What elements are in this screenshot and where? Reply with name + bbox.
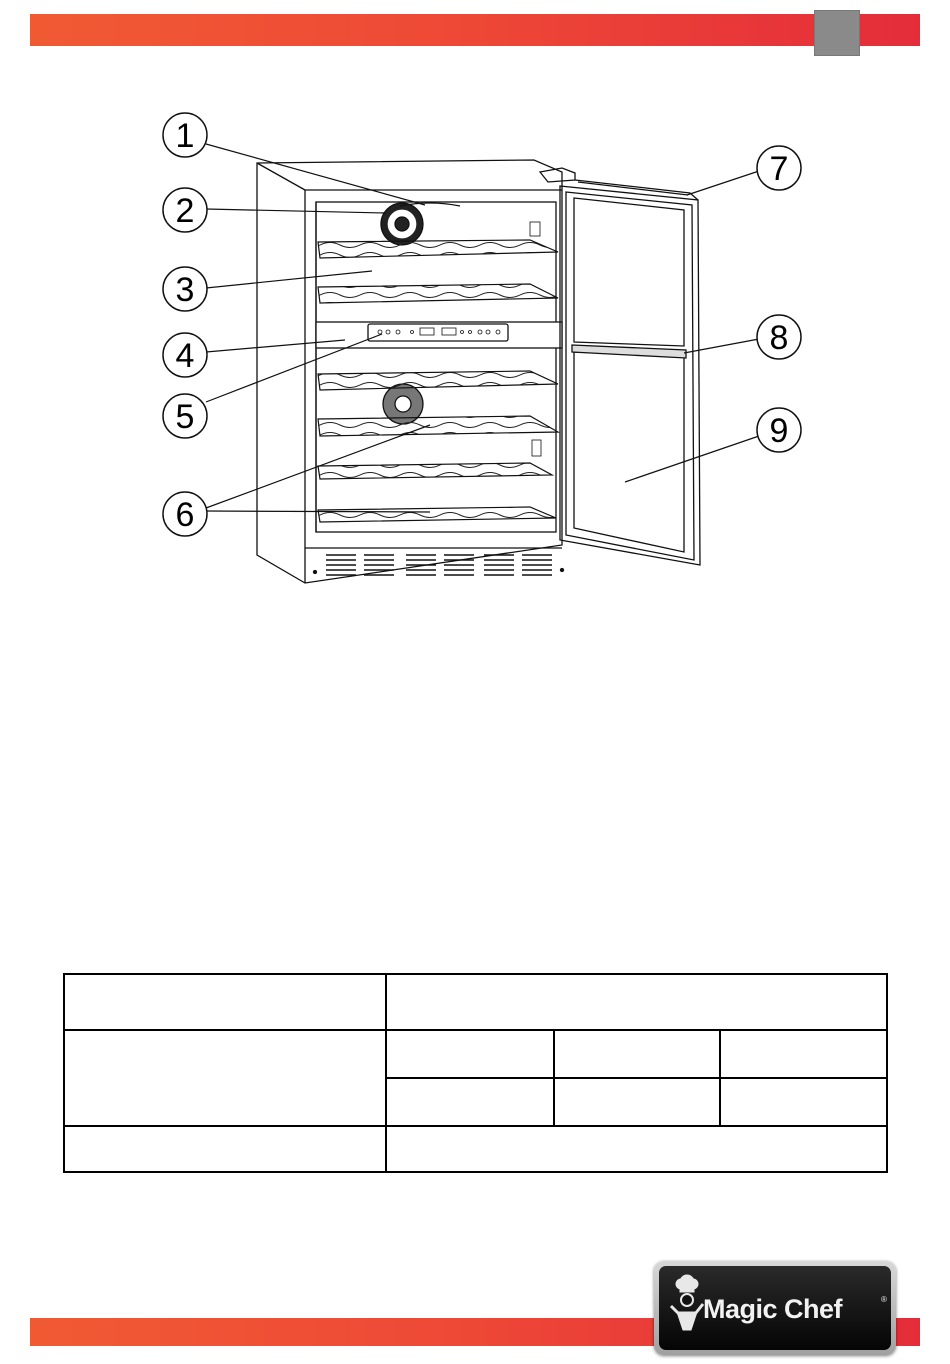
wine-cooler-diagram (0, 0, 950, 620)
callout-7 (757, 146, 801, 190)
shelf-5 (318, 463, 552, 479)
registered-mark: ® (881, 1295, 887, 1304)
table-row (64, 974, 887, 1030)
brand-logo (654, 1261, 896, 1355)
callout-8 (757, 315, 801, 359)
table-row (64, 1030, 887, 1078)
table-cell (386, 1126, 887, 1172)
svg-text:5: 5 (175, 398, 195, 436)
table-cell (720, 1078, 887, 1126)
table-cell (554, 1078, 720, 1126)
table-cell (386, 1030, 554, 1078)
svg-text:4: 4 (175, 337, 195, 375)
table-cell (386, 1078, 554, 1126)
glass-door (560, 180, 700, 565)
brand-name: Magic Chef (703, 1294, 843, 1324)
shelf-2 (318, 284, 558, 303)
callout-4 (163, 333, 207, 377)
spec-table (63, 973, 888, 1173)
svg-text:6: 6 (175, 496, 195, 534)
shelf-1 (318, 240, 558, 258)
callout-5 (163, 394, 207, 438)
wine-shelves (318, 240, 558, 522)
table-row (64, 1126, 887, 1172)
callout-9 (757, 408, 801, 452)
svg-text:1: 1 (175, 117, 195, 155)
svg-text:7: 7 (769, 150, 789, 188)
svg-text:8: 8 (769, 319, 789, 357)
chef-icon (667, 1270, 705, 1340)
table-cell (64, 1126, 386, 1172)
svg-text:2: 2 (175, 192, 195, 230)
svg-text:3: 3 (175, 271, 195, 309)
table-cell (720, 1030, 887, 1078)
table-cell (64, 974, 386, 1030)
callout-3 (163, 267, 207, 311)
shelf-4 (318, 416, 558, 436)
callout-1 (163, 113, 207, 157)
shelf-6 (318, 507, 556, 522)
svg-text:9: 9 (769, 412, 789, 450)
callout-6 (163, 492, 207, 536)
table-cell (64, 1030, 386, 1126)
table-cell (554, 1030, 720, 1078)
callout-2 (163, 188, 207, 232)
shelf-3 (318, 371, 558, 390)
table-cell (386, 974, 887, 1030)
